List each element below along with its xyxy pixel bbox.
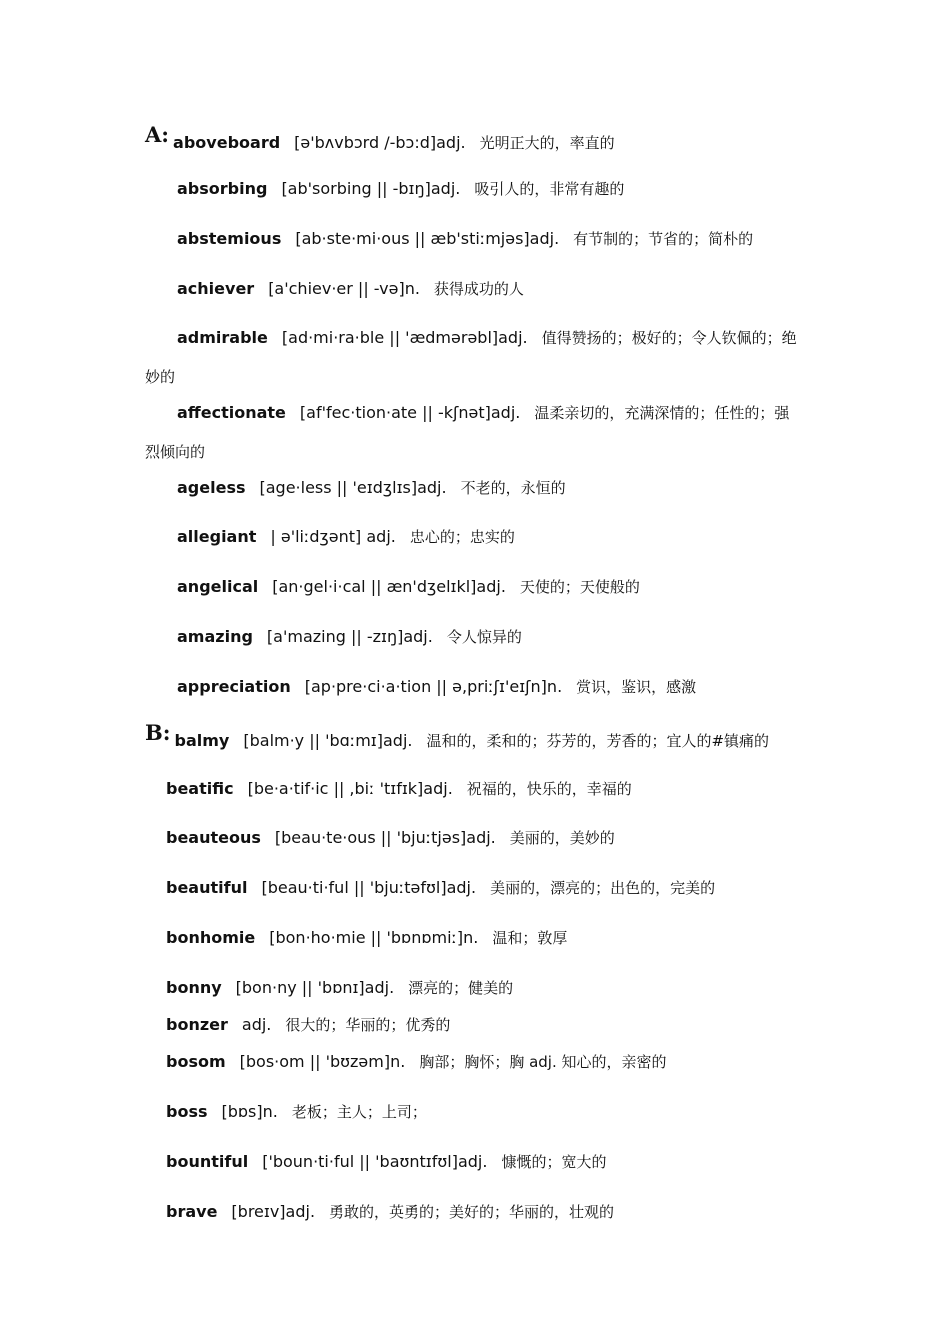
entry-pronunciation: [breɪv]adj. xyxy=(231,1202,316,1221)
entry-absorbing xyxy=(177,179,624,199)
entry-pronunciation: adj. xyxy=(241,1015,272,1034)
entry-word: angelical xyxy=(177,577,259,596)
entry-word: abstemious xyxy=(177,229,282,248)
entry-word: balmy xyxy=(174,731,230,750)
entry-pronunciation: [ab·ste·mi·ous || æb'stiːmjəs]adj. xyxy=(295,229,560,248)
entry-definition: 吸引人的，非常有趣的 xyxy=(474,180,625,198)
entry-amazing xyxy=(177,627,522,647)
entry-word: bosom xyxy=(166,1052,226,1071)
entry-definition: 获得成功的人 xyxy=(433,280,524,298)
entry-definition: 勇敢的，英勇的；美好的；华丽的，壮观的 xyxy=(329,1203,615,1221)
entry-beautiful xyxy=(166,878,715,898)
entry-pronunciation: ['boun·ti·ful || 'baʊntɪfʊl]adj. xyxy=(262,1152,488,1171)
entry-achiever xyxy=(177,279,524,299)
entry-definition: 胸部；胸怀；胸 adj. 知心的，亲密的 xyxy=(419,1053,667,1071)
entry-definition: 温和；敦厚 xyxy=(492,929,568,947)
entry-word: allegiant xyxy=(177,527,257,546)
entry-ageless xyxy=(177,478,566,498)
entry-pronunciation: [be·a·tif·ic || ,biː 'tɪfɪk]adj. xyxy=(247,779,453,798)
entry-word: amazing xyxy=(177,627,253,646)
entry-pronunciation: [bos·om || 'bʊzəm]n. xyxy=(239,1052,406,1071)
entry-bonzer xyxy=(166,1015,450,1035)
entry-bonhomie xyxy=(166,928,567,948)
entry-bountiful xyxy=(166,1152,606,1172)
entry-word: absorbing xyxy=(177,179,268,198)
entry-word: bonzer xyxy=(166,1015,228,1034)
entry-definition: 祝福的，快乐的，幸福的 xyxy=(466,780,632,798)
entry-word: bountiful xyxy=(166,1152,249,1171)
entry-pronunciation: [a'chiev·er || -və]n. xyxy=(268,279,420,298)
entry-pronunciation: [bon·ny || 'bɒnɪ]adj. xyxy=(235,978,395,997)
entry-angelical xyxy=(177,577,640,597)
entry-word: beatific xyxy=(166,779,234,798)
entry-word: aboveboard xyxy=(173,133,281,152)
entry-boss xyxy=(166,1102,427,1122)
entry-definition: 很大的；华丽的；优秀的 xyxy=(285,1016,451,1034)
entry-pronunciation: [age·less || 'eɪdʒlɪs]adj. xyxy=(259,478,447,497)
entry-definition: 忠心的；忠实的 xyxy=(409,528,515,546)
entry-word: brave xyxy=(166,1202,218,1221)
entry-appreciation xyxy=(177,677,696,697)
entry-definition-continued: 烈倾向的 xyxy=(145,443,206,461)
entry-pronunciation: [beau·ti·ful || 'bjuːtəfʊl]adj. xyxy=(261,878,477,897)
entry-word: admirable xyxy=(177,328,268,347)
entry-definition: 老板；主人；上司； xyxy=(291,1103,427,1121)
entry-balmy xyxy=(145,720,770,751)
entry-definition: 美丽的，美妙的 xyxy=(509,829,615,847)
entry-definition: 温和的，柔和的；芬芳的，芳香的；宜人的#镇痛的 xyxy=(426,732,770,750)
entry-definition-continued: 妙的 xyxy=(145,368,176,386)
entry-beatific xyxy=(166,779,632,799)
entry-definition: 有节制的；节省的；简朴的 xyxy=(573,230,754,248)
entry-pronunciation: | ə'liːdʒənt] adj. xyxy=(270,527,396,546)
entry-pronunciation: [an·gel·i·cal || æn'dʒelɪkl]adj. xyxy=(272,577,506,596)
entry-affectionate xyxy=(177,403,789,423)
entry-definition: 温柔亲切的，充满深情的；任性的；强 xyxy=(534,404,790,422)
entry-abstemious xyxy=(177,229,753,249)
entry-pronunciation: [bon·ho·mie || 'bɒnɒmiː]n. xyxy=(269,928,479,947)
entry-word: achiever xyxy=(177,279,255,298)
section-letter-b: B: xyxy=(145,720,171,745)
entry-pronunciation: [ab'sorbing || -bɪŋ]adj. xyxy=(281,179,461,198)
entry-admirable xyxy=(177,328,797,348)
entry-definition: 赏识，鉴识，感激 xyxy=(576,678,697,696)
entry-definition: 不老的，永恒的 xyxy=(460,479,566,497)
entry-pronunciation: [bɒs]n. xyxy=(221,1102,278,1121)
entry-pronunciation: [ə'bʌvbɔrd /-bɔ:d]adj. xyxy=(294,133,466,152)
entry-brave xyxy=(166,1202,614,1222)
entry-word: beautiful xyxy=(166,878,248,897)
entry-bonny xyxy=(166,978,513,998)
entry-pronunciation: [ap·pre·ci·a·tion || ə,priːʃɪ'eɪʃn]n. xyxy=(304,677,563,696)
entry-definition: 天使的；天使般的 xyxy=(519,578,640,596)
entry-aboveboard xyxy=(145,122,615,153)
entry-word: bonhomie xyxy=(166,928,256,947)
entry-definition: 值得赞扬的；极好的；令人钦佩的；绝 xyxy=(541,329,797,347)
entry-word: appreciation xyxy=(177,677,291,696)
entry-pronunciation: [ad·mi·ra·ble || 'ædmərəbl]adj. xyxy=(281,328,528,347)
entry-definition: 光明正大的，率直的 xyxy=(479,134,615,152)
entry-definition: 令人惊异的 xyxy=(446,628,522,646)
entry-word: bonny xyxy=(166,978,222,997)
entry-allegiant xyxy=(177,527,515,547)
section-letter-a: A: xyxy=(145,122,170,147)
entry-word: ageless xyxy=(177,478,246,497)
entry-definition: 美丽的，漂亮的；出色的，完美的 xyxy=(490,879,716,897)
entry-bosom xyxy=(166,1052,667,1072)
entry-word: beauteous xyxy=(166,828,261,847)
entry-definition: 漂亮的；健美的 xyxy=(408,979,514,997)
entry-definition: 慷慨的；宽大的 xyxy=(501,1153,607,1171)
entry-word: affectionate xyxy=(177,403,286,422)
entry-pronunciation: [beau·te·ous || 'bjuːtjəs]adj. xyxy=(274,828,496,847)
entry-pronunciation: [af'fec·tion·ate || -kʃnət]adj. xyxy=(299,403,521,422)
entry-beauteous xyxy=(166,828,615,848)
entry-pronunciation: [a'mazing || -zɪŋ]adj. xyxy=(266,627,433,646)
entry-word: boss xyxy=(166,1102,208,1121)
entry-pronunciation: [balm·y || 'bɑːmɪ]adj. xyxy=(243,731,413,750)
